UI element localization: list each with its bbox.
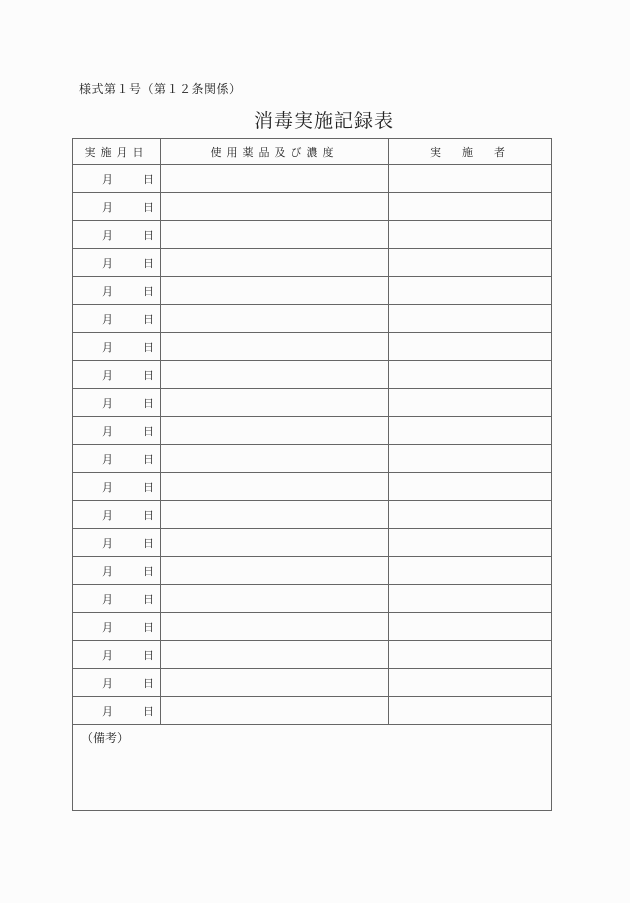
date-cell[interactable]: [73, 277, 161, 305]
disinfection-record-table: [72, 138, 552, 811]
month-label: 月: [102, 704, 113, 718]
day-label: 日: [143, 648, 154, 662]
chemical-cell[interactable]: [161, 697, 389, 725]
date-cell[interactable]: [73, 193, 161, 221]
performer-cell[interactable]: [389, 277, 552, 305]
table-row: [73, 669, 552, 697]
performer-cell[interactable]: [389, 501, 552, 529]
date-cell[interactable]: [73, 445, 161, 473]
date-cell[interactable]: [73, 221, 161, 249]
table-row: [73, 333, 552, 361]
chemical-cell[interactable]: [161, 585, 389, 613]
date-cell[interactable]: [73, 473, 161, 501]
table-row: [73, 445, 552, 473]
chemical-cell[interactable]: [161, 417, 389, 445]
performer-cell[interactable]: [389, 445, 552, 473]
day-label: 日: [143, 228, 154, 242]
chemical-cell[interactable]: [161, 193, 389, 221]
table-row: [73, 193, 552, 221]
table-row: [73, 221, 552, 249]
month-label: 月: [102, 228, 113, 242]
chemical-cell[interactable]: [161, 473, 389, 501]
chemical-cell[interactable]: [161, 221, 389, 249]
chemical-cell[interactable]: [161, 613, 389, 641]
header-chemical: 使用薬品及び濃度: [161, 139, 389, 165]
chemical-cell[interactable]: [161, 501, 389, 529]
performer-cell[interactable]: [389, 165, 552, 193]
date-cell[interactable]: [73, 249, 161, 277]
month-label: 月: [102, 592, 113, 606]
date-cell[interactable]: [73, 305, 161, 333]
date-cell[interactable]: [73, 333, 161, 361]
table-row: [73, 417, 552, 445]
month-label: 月: [102, 536, 113, 550]
month-label: 月: [102, 620, 113, 634]
table-row: [73, 641, 552, 669]
chemical-cell[interactable]: [161, 305, 389, 333]
performer-cell[interactable]: [389, 361, 552, 389]
month-label: 月: [102, 480, 113, 494]
table-row: [73, 277, 552, 305]
day-label: 日: [143, 704, 154, 718]
chemical-cell[interactable]: [161, 389, 389, 417]
date-cell[interactable]: [73, 529, 161, 557]
chemical-cell[interactable]: [161, 277, 389, 305]
date-cell[interactable]: [73, 641, 161, 669]
performer-cell[interactable]: [389, 557, 552, 585]
day-label: 日: [143, 172, 154, 186]
date-cell[interactable]: [73, 585, 161, 613]
chemical-cell[interactable]: [161, 249, 389, 277]
performer-cell[interactable]: [389, 221, 552, 249]
month-label: 月: [102, 424, 113, 438]
table-row: [73, 305, 552, 333]
day-label: 日: [143, 676, 154, 690]
chemical-cell[interactable]: [161, 641, 389, 669]
month-label: 月: [102, 676, 113, 690]
month-label: 月: [102, 256, 113, 270]
chemical-cell[interactable]: [161, 361, 389, 389]
chemical-cell[interactable]: [161, 557, 389, 585]
month-label: 月: [102, 648, 113, 662]
performer-cell[interactable]: [389, 333, 552, 361]
month-label: 月: [102, 396, 113, 410]
day-label: 日: [143, 424, 154, 438]
header-date: 実施月日: [73, 139, 161, 165]
table-row: [73, 697, 552, 725]
day-label: 日: [143, 508, 154, 522]
day-label: 日: [143, 536, 154, 550]
performer-cell[interactable]: [389, 697, 552, 725]
month-label: 月: [102, 452, 113, 466]
month-label: 月: [102, 312, 113, 326]
date-cell[interactable]: [73, 697, 161, 725]
day-label: 日: [143, 256, 154, 270]
day-label: 日: [143, 368, 154, 382]
performer-cell[interactable]: [389, 529, 552, 557]
performer-cell[interactable]: [389, 389, 552, 417]
month-label: 月: [102, 284, 113, 298]
performer-cell[interactable]: [389, 473, 552, 501]
date-cell[interactable]: [73, 361, 161, 389]
performer-cell[interactable]: [389, 641, 552, 669]
remarks-box[interactable]: [73, 725, 552, 811]
table-row: [73, 165, 552, 193]
table-row: [73, 613, 552, 641]
day-label: 日: [143, 620, 154, 634]
date-cell[interactable]: [73, 501, 161, 529]
month-label: 月: [102, 200, 113, 214]
day-label: 日: [143, 312, 154, 326]
day-label: 日: [143, 284, 154, 298]
chemical-cell[interactable]: [161, 445, 389, 473]
day-label: 日: [143, 200, 154, 214]
page-title: 消毒実施記録表: [254, 110, 395, 132]
performer-cell[interactable]: [389, 585, 552, 613]
performer-cell[interactable]: [389, 669, 552, 697]
header-performer: 実 施 者: [389, 139, 552, 165]
date-cell[interactable]: [73, 613, 161, 641]
day-label: 日: [143, 480, 154, 494]
remarks-label: （備考）: [81, 731, 130, 745]
day-label: 日: [143, 564, 154, 578]
table-row: [73, 501, 552, 529]
table-row: [73, 529, 552, 557]
date-cell[interactable]: [73, 389, 161, 417]
form-number: 様式第１号（第１２条関係）: [79, 82, 242, 96]
table-row: [73, 585, 552, 613]
table-row: [73, 473, 552, 501]
performer-cell[interactable]: [389, 249, 552, 277]
day-label: 日: [143, 592, 154, 606]
chemical-cell[interactable]: [161, 529, 389, 557]
month-label: 月: [102, 508, 113, 522]
day-label: 日: [143, 452, 154, 466]
performer-cell[interactable]: [389, 305, 552, 333]
table-row: [73, 389, 552, 417]
table-row: [73, 361, 552, 389]
month-label: 月: [102, 564, 113, 578]
performer-cell[interactable]: [389, 417, 552, 445]
date-cell[interactable]: [73, 557, 161, 585]
table-row: [73, 557, 552, 585]
performer-cell[interactable]: [389, 613, 552, 641]
day-label: 日: [143, 340, 154, 354]
date-cell[interactable]: [73, 165, 161, 193]
month-label: 月: [102, 340, 113, 354]
table-row: [73, 249, 552, 277]
month-label: 月: [102, 368, 113, 382]
chemical-cell[interactable]: [161, 165, 389, 193]
date-cell[interactable]: [73, 417, 161, 445]
month-label: 月: [102, 172, 113, 186]
date-cell[interactable]: [73, 669, 161, 697]
performer-cell[interactable]: [389, 193, 552, 221]
chemical-cell[interactable]: [161, 669, 389, 697]
chemical-cell[interactable]: [161, 333, 389, 361]
day-label: 日: [143, 396, 154, 410]
